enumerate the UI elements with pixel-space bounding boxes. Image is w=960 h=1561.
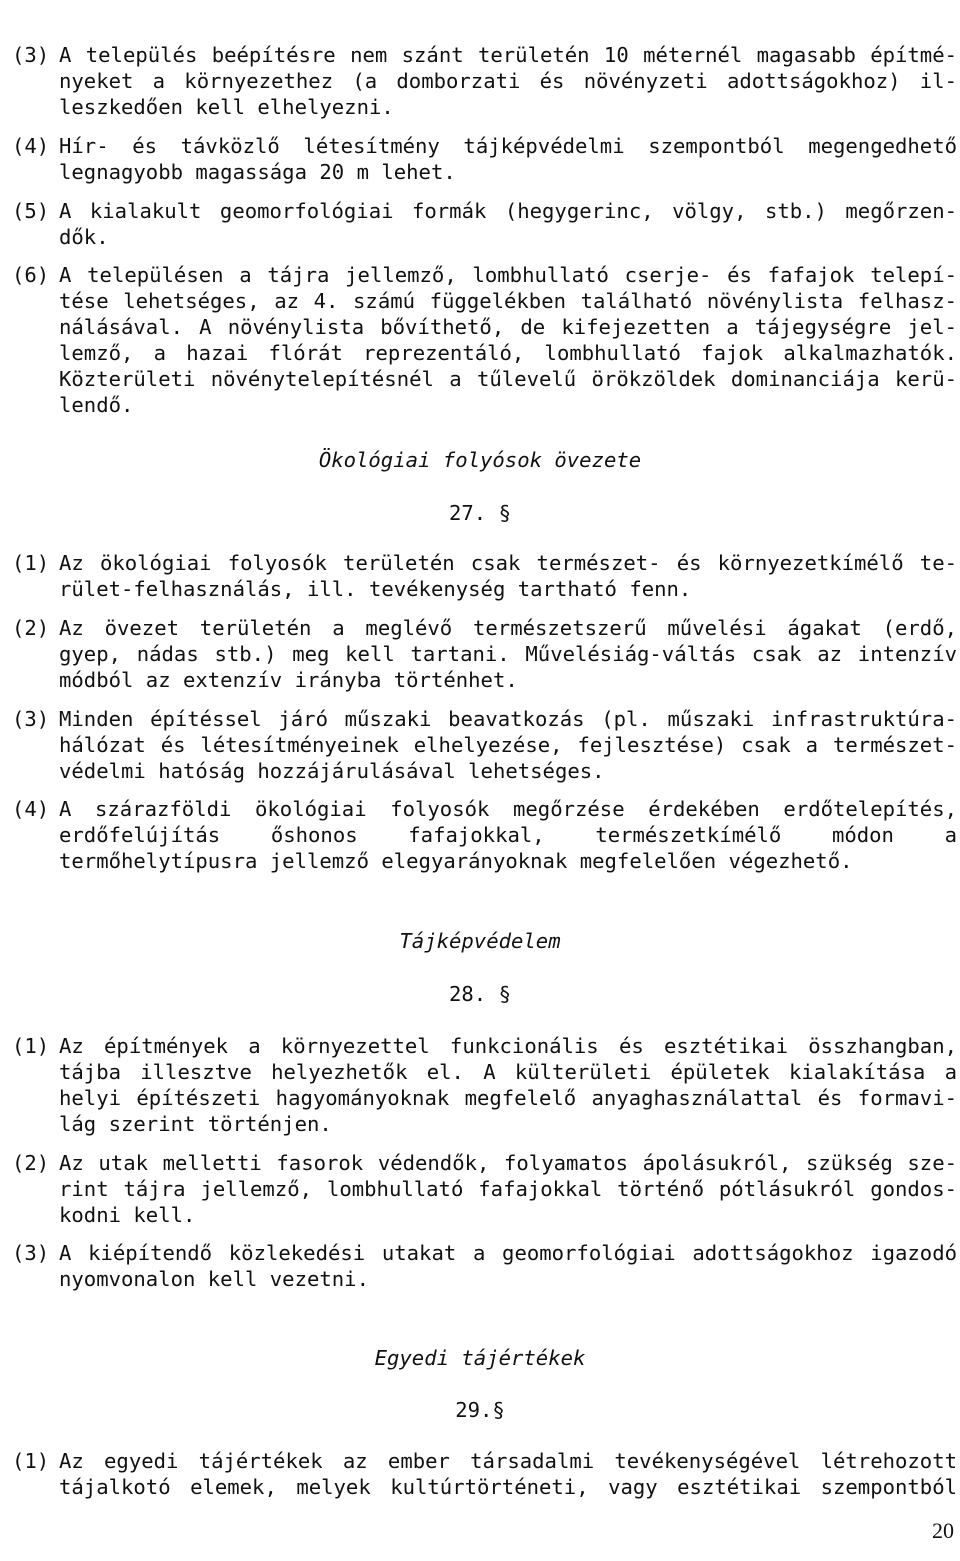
text-line: gyep, nádas stb.) meg kell tartani. Művelésiág-váltás csak az intenzív	[59, 642, 957, 666]
text-line: kodni kell.	[59, 1203, 196, 1227]
paragraph-number: (1)	[12, 1449, 50, 1473]
paragraph	[12, 615, 957, 693]
text-line: nyeket a környezethez (a domborzati és növényzeti adottságokhoz) il-	[59, 69, 957, 93]
paragraph-number: (4)	[12, 797, 50, 821]
paragraph-number: (1)	[12, 1034, 50, 1058]
paragraph-number: (3)	[12, 1241, 50, 1265]
text-line: A kialakult geomorfológiai formák (hegygerinc, völgy, stb.) megőrzen-	[59, 199, 957, 223]
paragraph	[12, 198, 957, 250]
text-line: Az építmények a környezettel funkcionális és esztétikai összhangban,	[59, 1034, 957, 1058]
section-number: 29.§	[455, 1398, 505, 1422]
text-line: lág szerint történjen.	[59, 1112, 332, 1136]
section-number: 27. §	[449, 501, 511, 525]
paragraph	[12, 42, 957, 120]
text-line: Hír- és távközlő létesítmény tájképvédelmi szempontból megengedhető	[59, 134, 957, 158]
paragraph-number: (3)	[12, 43, 50, 67]
text-line: A szárazföldi ökológiai folyosók megőrzése érdekében erdőtelepítés,	[59, 797, 957, 821]
text-line: Az utak melletti fasorok védendők, folyamatos ápolásukról, szükség sze-	[59, 1151, 957, 1175]
text-line: tájba illesztve helyezhetők el. A külterületi épületek kialakítása a	[59, 1060, 957, 1084]
section-heading: Ökológiai folyósok övezete	[318, 448, 642, 472]
text-line: lemző, a hazai flórát reprezentáló, lombhullató fajok alkalmazhatók.	[59, 341, 957, 365]
text-line: A kiépítendő közlekedési utakat a geomorfológiai adottságokhoz igazodó	[59, 1241, 957, 1265]
paragraph-number: (4)	[12, 134, 50, 158]
text-line: nyomvonalon kell vezetni.	[59, 1267, 369, 1291]
text-line: legnagyobb magassága 20 m lehet.	[59, 160, 456, 184]
paragraph	[12, 262, 957, 418]
text-line: A településen a tájra jellemző, lombhullató cserje- és fafajok telepí-	[59, 263, 957, 287]
text-line: A település beépítésre nem szánt területén 10 méternél magasabb építmé-	[59, 43, 957, 67]
text-line: védelmi hatóság hozzájárulásával lehetséges.	[59, 759, 605, 783]
text-line: lendő.	[59, 393, 134, 417]
paragraph	[12, 1033, 957, 1137]
text-line: dők.	[59, 225, 109, 249]
paragraph-number: (3)	[12, 707, 50, 731]
text-line: tájalkotó elemek, melyek kultúrtörténeti, vagy esztétikai szempontból	[59, 1475, 957, 1499]
paragraph-number: (2)	[12, 616, 50, 640]
text-line: termőhelytípusra jellemző elegyarányoknak megfelelően végezhető.	[59, 849, 853, 873]
text-line: rület-felhasználás, ill. tevékenység tartható fenn.	[59, 577, 692, 601]
text-line: módból az extenzív irányba történhet.	[59, 668, 518, 692]
text-line: Az egyedi tájértékek az ember társadalmi tevékenységével létrehozott	[59, 1449, 957, 1473]
text-line: Közterületi növénytelepítésnél a tűlevelű örökzöldek dominanciája kerü-	[59, 367, 957, 391]
paragraph-number: (1)	[12, 551, 50, 575]
section-number: 28. §	[449, 982, 511, 1006]
paragraph-number: (5)	[12, 199, 50, 223]
text-line: helyi építészeti hagyományoknak megfelelő anyaghasználattal és formavi-	[59, 1086, 957, 1110]
paragraph	[12, 133, 957, 185]
paragraph	[12, 706, 957, 784]
paragraph-number: (2)	[12, 1151, 50, 1175]
text-line: hálózat és létesítményeinek elhelyezése, fejlesztése) csak a természet-	[59, 733, 957, 757]
paragraph	[12, 1448, 957, 1500]
text-line: rint tájra jellemző, lombhullató fafajokkal történő pótlásukról gondos-	[59, 1177, 957, 1201]
text-line: Az ökológiai folyosók területén csak természet- és környezetkímélő te-	[59, 551, 957, 575]
text-line: Az övezet területén a meglévő természetszerű művelési ágakat (erdő,	[59, 616, 957, 640]
page-number: 20	[932, 1518, 954, 1543]
text-line: erdőfelújítás őshonos fafajokkal, természetkímélő módon a	[59, 823, 957, 847]
paragraph-number: (6)	[12, 263, 50, 287]
text-line: nálásával. A növénylista bővíthető, de kifejezetten a tájegységre jel-	[59, 315, 957, 339]
section-heading: Egyedi tájértékek	[374, 1346, 586, 1370]
text-line: tése lehetséges, az 4. számú függelékben található növénylista felhasz-	[59, 289, 957, 313]
text-line: Minden építéssel járó műszaki beavatkozás (pl. műszaki infrastruktúra-	[59, 707, 957, 731]
section-heading: Tájképvédelem	[399, 929, 561, 953]
paragraph	[12, 796, 957, 874]
paragraph	[12, 1150, 957, 1228]
paragraph	[12, 550, 957, 602]
text-line: leszkedően kell elhelyezni.	[59, 95, 394, 119]
paragraph	[12, 1240, 957, 1292]
